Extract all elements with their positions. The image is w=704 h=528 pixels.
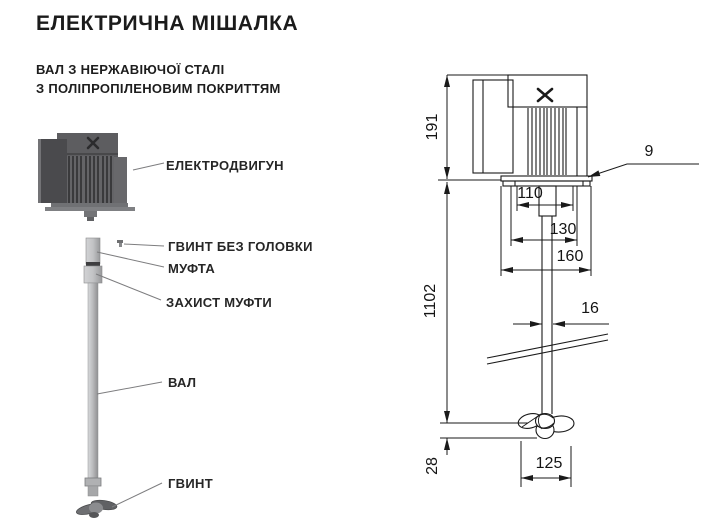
shaft-render xyxy=(84,238,102,496)
leader-motor xyxy=(133,163,164,170)
shaft-outline xyxy=(542,216,552,414)
dim-shaft-diameter: 16 xyxy=(581,300,599,317)
leader-coupling xyxy=(97,252,164,267)
dim-width-inner: 110 xyxy=(517,185,543,202)
label-propeller: ГВИНТ xyxy=(168,476,213,491)
dim-propeller-diameter: 125 xyxy=(535,455,563,472)
technical-drawing xyxy=(438,75,699,487)
page-title: ЕЛЕКТРИЧНА МІШАЛКА xyxy=(36,12,299,35)
coupling-render xyxy=(86,238,100,264)
label-shaft: ВАЛ xyxy=(168,375,197,390)
dim-propeller-height: 28 xyxy=(424,457,441,475)
break-lines xyxy=(487,334,608,364)
motor-render xyxy=(38,133,135,221)
label-motor: ЕЛЕКТРОДВИГУН xyxy=(166,158,284,173)
coupling-guard-render xyxy=(84,266,102,283)
leader-shaft xyxy=(97,382,162,394)
dim-shaft-length: 1102 xyxy=(422,283,439,319)
subtitle-line-1: ВАЛ З НЕРЖАВІЮЧОЇ СТАЛІ xyxy=(36,62,225,77)
page-subtitle xyxy=(36,60,281,98)
leader-coupling-guard xyxy=(96,274,161,300)
propeller-outline xyxy=(517,411,575,438)
leader-headless-screw xyxy=(124,244,164,246)
dim-width-outer: 160 xyxy=(556,248,584,265)
subtitle-line-2: З ПОЛІПРОПІЛЕНОВИМ ПОКРИТТЯМ xyxy=(36,81,281,96)
headless-screw-render xyxy=(117,240,123,247)
dim-motor-height: 191 xyxy=(424,113,441,141)
dim-flange-thickness: 9 xyxy=(644,143,654,160)
motor-fin-lines xyxy=(528,108,566,175)
label-coupling: МУФТА xyxy=(168,261,216,276)
leader-lines xyxy=(96,163,164,507)
label-headless-screw: ГВИНТ БЕЗ ГОЛОВКИ xyxy=(168,239,313,254)
leader-propeller xyxy=(112,483,162,507)
fan-logo-outline-icon xyxy=(538,89,552,101)
label-coupling-guard: ЗАХИСТ МУФТИ xyxy=(166,295,273,310)
propeller-render xyxy=(75,499,117,518)
dim-width-middle: 130 xyxy=(549,221,577,238)
motor-outline xyxy=(473,75,608,414)
